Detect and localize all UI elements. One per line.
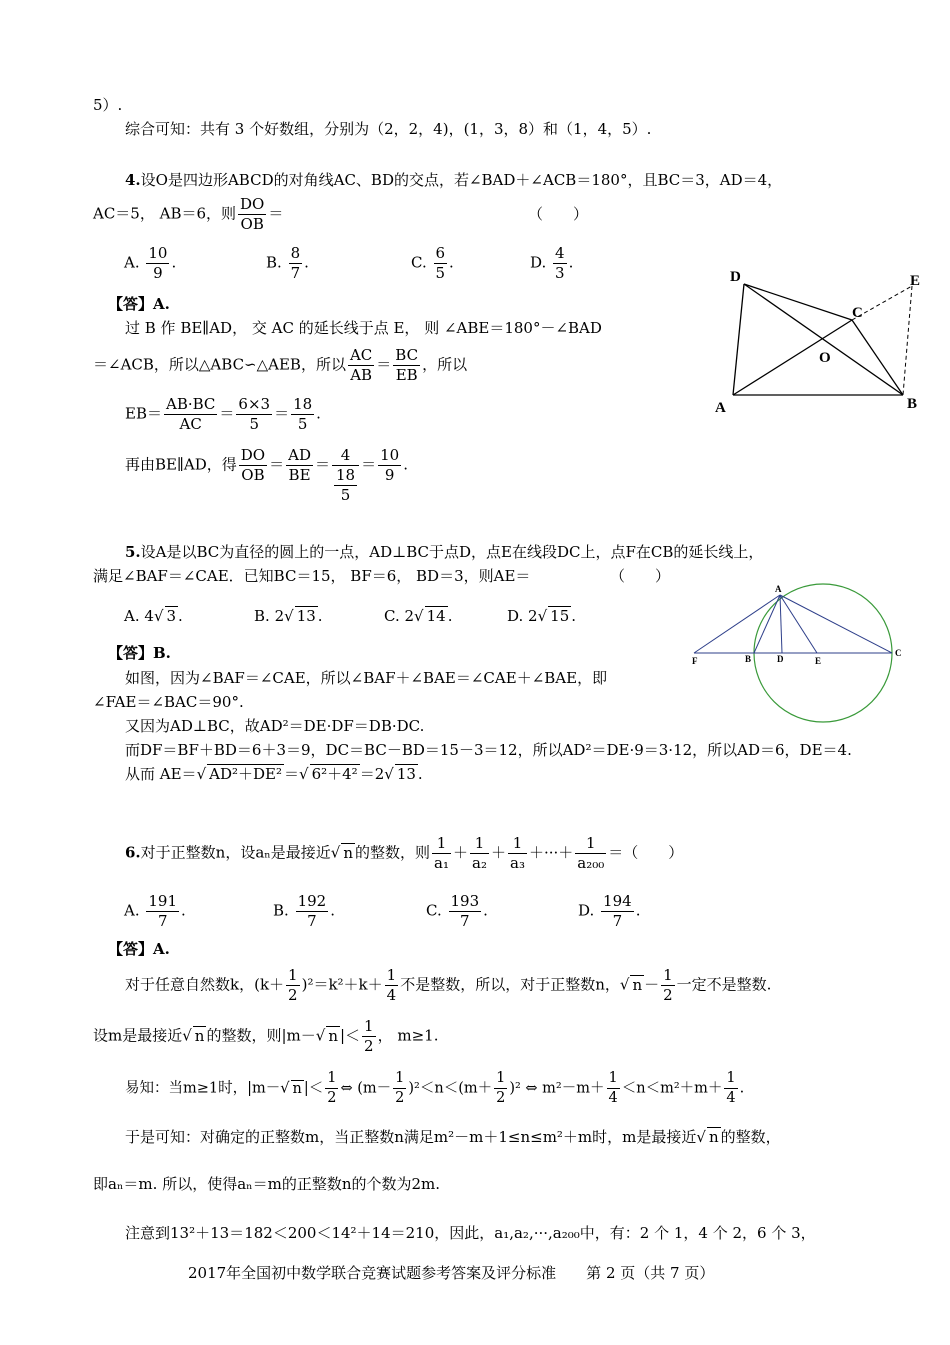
frac-num: BC xyxy=(395,346,419,364)
q4-figure xyxy=(700,262,935,422)
q6-option-b: B. $\frac{192}{7}$ . xyxy=(273,892,335,930)
frac-num: DO xyxy=(240,195,265,213)
option-label: C. xyxy=(426,901,442,920)
frac-den: 7 xyxy=(612,912,623,930)
q5-solution-1: 如图，因为∠BAF＝∠CAE，所以∠BAF＋∠BAE＝∠CAE＋∠BAE，即 xyxy=(125,669,608,687)
q6-stem: 6.对于正整数n，设aₙ是最接近√ n 的整数，则 $\frac{1}{\text{a₁}}$ ＋ $\frac{1}{\text{a₂}}$ ＋ $\frac{1}{\text{a₃}}$ ＋···＋ $\frac{1}{\text{a₂₀₀}}$ ＝（ ） xyxy=(125,834,684,872)
fraction xyxy=(494,1069,507,1108)
label-e: E xyxy=(815,656,822,666)
radicand: n xyxy=(292,1080,302,1097)
prev-summary: 综合可知：共有 3 个好数组，分别为（2，2，4)，(1，3，8）和（1，4，5）. xyxy=(125,120,652,138)
q5-answer: 【答】B. xyxy=(108,644,171,662)
option-fraction xyxy=(289,244,303,283)
diagonal-bd xyxy=(744,284,903,395)
text: ＝（ ） xyxy=(608,843,684,862)
frac-den: a₃ xyxy=(510,854,525,872)
text: )²＜n＜(m＋ xyxy=(408,1080,493,1097)
option-label: B. xyxy=(273,901,289,920)
segment-cb xyxy=(852,320,903,395)
frac-num: 1 xyxy=(325,1069,338,1089)
text: . xyxy=(417,765,423,783)
q4-solution-2 xyxy=(93,346,467,385)
q4-paren: （ ） xyxy=(528,205,589,223)
coef: 2 xyxy=(274,607,285,625)
radicand: 15 xyxy=(550,607,570,625)
frac-num: 18 xyxy=(293,395,313,413)
fraction xyxy=(661,966,675,1005)
frac-den: a₂ xyxy=(472,854,487,872)
q6-solution-4: 于是可知：对确定的正整数m，当正整数n满足m²－m＋1≤n≤m²＋m时，m是最接近√ n 的整数， xyxy=(125,1128,781,1146)
option-fraction xyxy=(553,244,567,283)
text: 对于任意自然数k，(k＋ xyxy=(125,975,285,994)
q4-option-b: B. $\frac{8}{7}$ . xyxy=(266,244,309,282)
label-b: B xyxy=(907,396,918,412)
frac-den xyxy=(332,466,359,505)
q5-option-a: A. 4√ 3 . xyxy=(124,607,183,625)
option-label: B. xyxy=(254,607,270,625)
q6-answer: 【答】A. xyxy=(108,940,170,958)
text: 的整数，则 xyxy=(355,843,431,862)
frac-den: 7 xyxy=(157,912,168,930)
frac-num: AC xyxy=(349,346,373,364)
q4-solution-4: 再由BE∥AD，得 $\frac{DO}{OB}$ ＝ $\frac{AD}{BE}$ ＝ $\frac{4}{\frac{18}{5}}$ ＝ $\frac{10}{9}$ . xyxy=(125,446,408,504)
text: ＝ xyxy=(284,765,300,783)
fraction xyxy=(286,446,313,485)
q6-option-a: A. $\frac{191}{7}$ . xyxy=(124,892,186,930)
fraction xyxy=(378,446,401,485)
text: . xyxy=(739,1080,745,1097)
text: 于是可知：对确定的正整数m，当正整数n满足m²－m＋1≤n≤m²＋m时，m是最接近 xyxy=(125,1128,697,1146)
label-c: C xyxy=(895,648,902,658)
frac-num: 10 xyxy=(148,244,168,262)
text: 易知：当m≥1时，|m－ xyxy=(125,1080,281,1097)
q5-option-c: C. 2√ 14 . xyxy=(384,607,453,625)
label-c: C xyxy=(852,305,863,321)
option-label: B. xyxy=(266,253,282,272)
fraction xyxy=(164,395,217,434)
option-label: A. xyxy=(124,253,140,272)
q4-stem-2a: AC＝5， AB＝6，则 xyxy=(93,204,237,223)
frac-den: a₂₀₀ xyxy=(577,854,605,872)
radicand: 13 xyxy=(296,607,316,625)
frac-num: 18 xyxy=(335,466,356,484)
q4-stem-2b: ＝ xyxy=(268,204,284,223)
text: ＜n＜m²＋m＋ xyxy=(621,1080,723,1097)
option-label: A. xyxy=(124,901,140,920)
fraction xyxy=(470,834,489,873)
text: 的整数， xyxy=(720,1128,781,1146)
text: 从而 AE＝ xyxy=(125,765,197,783)
prev-cont: 5）. xyxy=(93,96,123,114)
frac-den: a₁ xyxy=(434,854,449,872)
fraction xyxy=(508,834,527,873)
q6-option-d: D. $\frac{194}{7}$ . xyxy=(578,892,641,930)
frac-den: 9 xyxy=(384,466,395,484)
coef: 4 xyxy=(144,607,154,625)
q5-option-d: D. 2√ 15 . xyxy=(507,607,577,625)
label-a: A xyxy=(715,400,726,416)
fraction xyxy=(286,966,300,1005)
frac-num: 10 xyxy=(380,446,400,464)
option-label: C. xyxy=(411,253,427,272)
compound-fraction xyxy=(332,446,359,505)
label-d: D xyxy=(777,654,784,664)
segment-dc xyxy=(744,284,852,320)
q6-solution-3: 易知：当m≥1时，|m－√ n |＜ $\frac{1}{2}$ ⇔ (m－ $\frac{1}{2}$ )²＜n＜(m＋ $\frac{1}{2}$ )² ⇔ m²－m＋ $\frac{1}{4}$ ＜n＜m²＋m＋ $\frac{1}{4}$ . xyxy=(125,1070,745,1106)
q6-option-c: C. $\frac{193}{7}$ . xyxy=(426,892,488,930)
q5-paren: （ ） xyxy=(610,567,671,585)
frac-den: 7 xyxy=(460,912,470,930)
fraction xyxy=(239,446,267,485)
radicand: 6²＋4² xyxy=(311,765,358,783)
q6-number: 6. xyxy=(125,843,141,862)
frac-num: 1 xyxy=(607,1069,620,1089)
q4-answer: 【答】A. xyxy=(108,295,170,313)
radicand: n xyxy=(343,843,354,862)
frac-num: 1 xyxy=(575,834,606,854)
label-o: O xyxy=(819,350,831,366)
frac-den: 7 xyxy=(307,912,317,930)
option-fraction xyxy=(146,244,169,283)
frac-den: 2 xyxy=(288,986,298,1004)
text: EB＝ xyxy=(125,404,162,423)
frac-num: 191 xyxy=(148,892,178,910)
text: ＝ xyxy=(376,355,392,374)
frac-num: AB·BC xyxy=(165,395,216,413)
label-a: A xyxy=(775,584,782,594)
frac-den: 3 xyxy=(555,264,565,282)
frac-num: 1 xyxy=(663,966,673,984)
fraction xyxy=(291,395,314,434)
q5-solution-2: ∠FAE＝∠BAC＝90°. xyxy=(93,693,244,711)
option-label: D. xyxy=(578,901,595,920)
text: )²＝k²＋k＋ xyxy=(301,975,383,994)
fraction xyxy=(236,395,272,434)
text: ，所以 xyxy=(422,355,468,374)
q5-number: 5. xyxy=(125,543,141,561)
frac-den: 5 xyxy=(249,415,259,433)
q5-solution-3: 又因为AD⊥BC，故AD²＝DE·DF＝DB·DC. xyxy=(125,717,425,735)
q4-option-c: C. $\frac{6}{5}$ . xyxy=(411,244,454,282)
radicand: n xyxy=(708,1128,719,1146)
coef: 2 xyxy=(528,607,538,625)
fraction xyxy=(607,1069,620,1108)
fraction xyxy=(432,834,451,873)
frac-den: 4 xyxy=(726,1090,736,1106)
frac-den: OB xyxy=(240,215,264,233)
coef: 2 xyxy=(404,607,415,625)
fraction xyxy=(724,1069,737,1108)
frac-den: AC xyxy=(179,415,202,433)
option-label: D. xyxy=(530,253,547,272)
q6-solution-5: 即aₙ＝m. 所以，使得aₙ＝m的正整数n的个数为2m. xyxy=(93,1175,441,1193)
frac-num: 194 xyxy=(603,892,632,910)
fraction xyxy=(362,1017,376,1056)
text: ， m≥1. xyxy=(377,1026,439,1045)
text: ＋ xyxy=(453,843,469,862)
q4-stem-1-text: 设O是四边形ABCD的对角线AC、BD的交点，若∠BAD＋∠ACB＝180°，且BC＝3，AD＝4， xyxy=(140,171,783,189)
text: 不是整数，所以，对于正整数n， xyxy=(400,975,620,994)
q4-stem-1 xyxy=(125,170,782,190)
diagonal-ac xyxy=(733,320,852,395)
frac-num: 6 xyxy=(435,244,446,262)
label-d: D xyxy=(730,269,741,285)
radicand: n xyxy=(328,1026,338,1045)
frac-den: 2 xyxy=(496,1090,506,1106)
q5-figure xyxy=(686,580,911,725)
fraction xyxy=(393,346,420,385)
fraction xyxy=(348,346,374,385)
fraction xyxy=(325,1069,338,1108)
segment-ad xyxy=(733,284,744,395)
frac-den: BE xyxy=(288,466,311,484)
radicand: n xyxy=(632,975,643,994)
option-fraction xyxy=(296,892,329,931)
radicand: n xyxy=(194,1026,205,1045)
frac-num: 1 xyxy=(470,834,489,854)
q4-solution-1: 过 B 作 BE∥AD， 交 AC 的延长线于点 E， 则 ∠ABE＝180°－∠BAD xyxy=(125,319,602,337)
frac-num: 6×3 xyxy=(238,395,271,413)
text: 一定不是整数. xyxy=(676,975,772,994)
q4-option-d: D. $\frac{4}{3}$ . xyxy=(530,244,574,282)
text: 的整数，则|m－ xyxy=(206,1026,316,1045)
option-fraction xyxy=(601,892,634,931)
frac-num: 1 xyxy=(494,1069,507,1089)
frac-den: 2 xyxy=(663,986,673,1004)
frac-num: AD xyxy=(288,446,311,464)
frac-den: OB xyxy=(241,466,265,484)
text: ⇔ (m－ xyxy=(340,1080,392,1097)
frac-num: 1 xyxy=(508,834,527,854)
page-footer: 2017年全国初中数学联合竞赛试题参考答案及评分标准 第 2 页（共 7 页） xyxy=(188,1264,715,1282)
option-label: D. xyxy=(507,607,524,625)
frac-num: 4 xyxy=(555,244,565,262)
frac-num: 1 xyxy=(364,1017,374,1035)
text: |＜ xyxy=(339,1026,361,1045)
option-fraction xyxy=(434,244,448,283)
frac-den: 4 xyxy=(608,1090,618,1106)
q5-stem-1 xyxy=(125,542,763,562)
text: )² ⇔ m²－m＋ xyxy=(509,1080,605,1097)
radicand: AD²＋DE² xyxy=(209,765,282,783)
frac-den: 9 xyxy=(153,264,163,282)
radicand: 3 xyxy=(166,607,177,625)
frac-num: 1 xyxy=(724,1069,737,1089)
frac-num: 1 xyxy=(288,966,298,984)
frac-den: 4 xyxy=(386,986,397,1004)
segment-ae xyxy=(780,595,817,653)
text: 再由BE∥AD，得 xyxy=(125,455,237,474)
q4-option-a: A. $\frac{10}{9}$ . xyxy=(124,244,177,282)
option-label: A. xyxy=(124,607,140,625)
text: |＜ xyxy=(303,1080,324,1097)
radicand: 13 xyxy=(396,765,416,783)
text: － xyxy=(644,975,660,994)
label-f: F xyxy=(692,656,698,666)
frac-num: 1 xyxy=(432,834,451,854)
option-fraction xyxy=(449,892,482,931)
q6-solution-6: 注意到13²＋13＝182＜200＜14²＋14＝210，因此，a₁,a₂,···,a₂₀₀中，有：2 个 1，4 个 2，6 个 3， xyxy=(125,1224,816,1242)
q5-stem-1-text: 设A是以BC为直径的圆上的一点，AD⊥BC于点D，点E在线段DC上，点F在CB的延长线上， xyxy=(140,543,764,561)
frac-den: EB xyxy=(395,366,418,384)
q4-number: 4. xyxy=(125,171,141,189)
text: ＋ xyxy=(490,843,506,862)
option-fraction xyxy=(146,892,179,931)
text: ＝∠ACB，所以△ABC∽△AEB，所以 xyxy=(93,355,346,374)
q4-fraction xyxy=(238,195,266,234)
label-e: E xyxy=(910,273,921,289)
q5-option-b: B. 2√ 13 . xyxy=(254,607,323,625)
segment-ac xyxy=(780,595,892,653)
frac-num: 192 xyxy=(297,892,327,910)
q5-solution-4: 而DF＝BF＋BD＝6＋3＝9，DC＝BC－BD＝15－3＝12，所以AD²＝DE·9＝3·12，所以AD＝6，DE＝4. xyxy=(125,741,852,759)
q4-stem-2 xyxy=(93,195,283,234)
frac-num: 4 xyxy=(332,446,359,466)
frac-num: 1 xyxy=(386,966,397,984)
frac-den: 2 xyxy=(395,1090,405,1106)
frac-num: 193 xyxy=(450,892,480,910)
label-b: B xyxy=(745,654,752,664)
frac-den: 2 xyxy=(327,1090,337,1106)
q6-solution-1: 对于任意自然数k，(k＋ $\frac{1}{2}$ )²＝k²＋k＋ $\frac{1}{4}$ 不是整数，所以，对于正整数n，√ n － $\frac{1}{2}$ 一定不是整数. xyxy=(125,966,772,1004)
frac-den: 5 xyxy=(340,486,351,504)
fraction xyxy=(393,1069,406,1108)
text: 设m是最接近 xyxy=(93,1026,183,1045)
q5-solution-5: 从而 AE＝√ AD²＋DE² ＝√ 6²＋4² ＝2√ 13 . xyxy=(125,765,423,783)
frac-num: 1 xyxy=(393,1069,406,1089)
frac-den: 7 xyxy=(290,264,301,282)
inner-fraction xyxy=(334,466,357,505)
fraction xyxy=(385,966,399,1005)
frac-den: AB xyxy=(350,366,373,384)
frac-den: 5 xyxy=(297,415,308,433)
q6-solution-2: 设m是最接近√ n 的整数，则|m－√ n |＜ $\frac{1}{2}$ ， m≥1. xyxy=(93,1017,439,1055)
q5-stem-2: 满足∠BAF＝∠CAE．已知BC＝15， BF＝6， BD＝3，则AE＝ xyxy=(93,567,531,585)
segment-be xyxy=(903,286,912,395)
frac-num: 8 xyxy=(290,244,301,262)
fraction xyxy=(575,834,606,873)
radicand: 14 xyxy=(426,607,446,625)
segment-ad xyxy=(780,595,782,653)
text: ＝2 xyxy=(359,765,385,783)
text: ＋···＋ xyxy=(528,843,574,862)
q4-solution-3: EB＝ $\frac{AB\cdot BC}{AC}$ ＝ $\frac{6\times 3}{5}$ ＝ $\frac{18}{5}$ . xyxy=(125,395,321,433)
option-label: C. xyxy=(384,607,400,625)
text: 对于正整数n，设aₙ是最接近 xyxy=(140,843,331,862)
frac-den: 5 xyxy=(435,264,446,282)
frac-num: DO xyxy=(240,446,266,464)
frac-den: 2 xyxy=(364,1037,374,1055)
